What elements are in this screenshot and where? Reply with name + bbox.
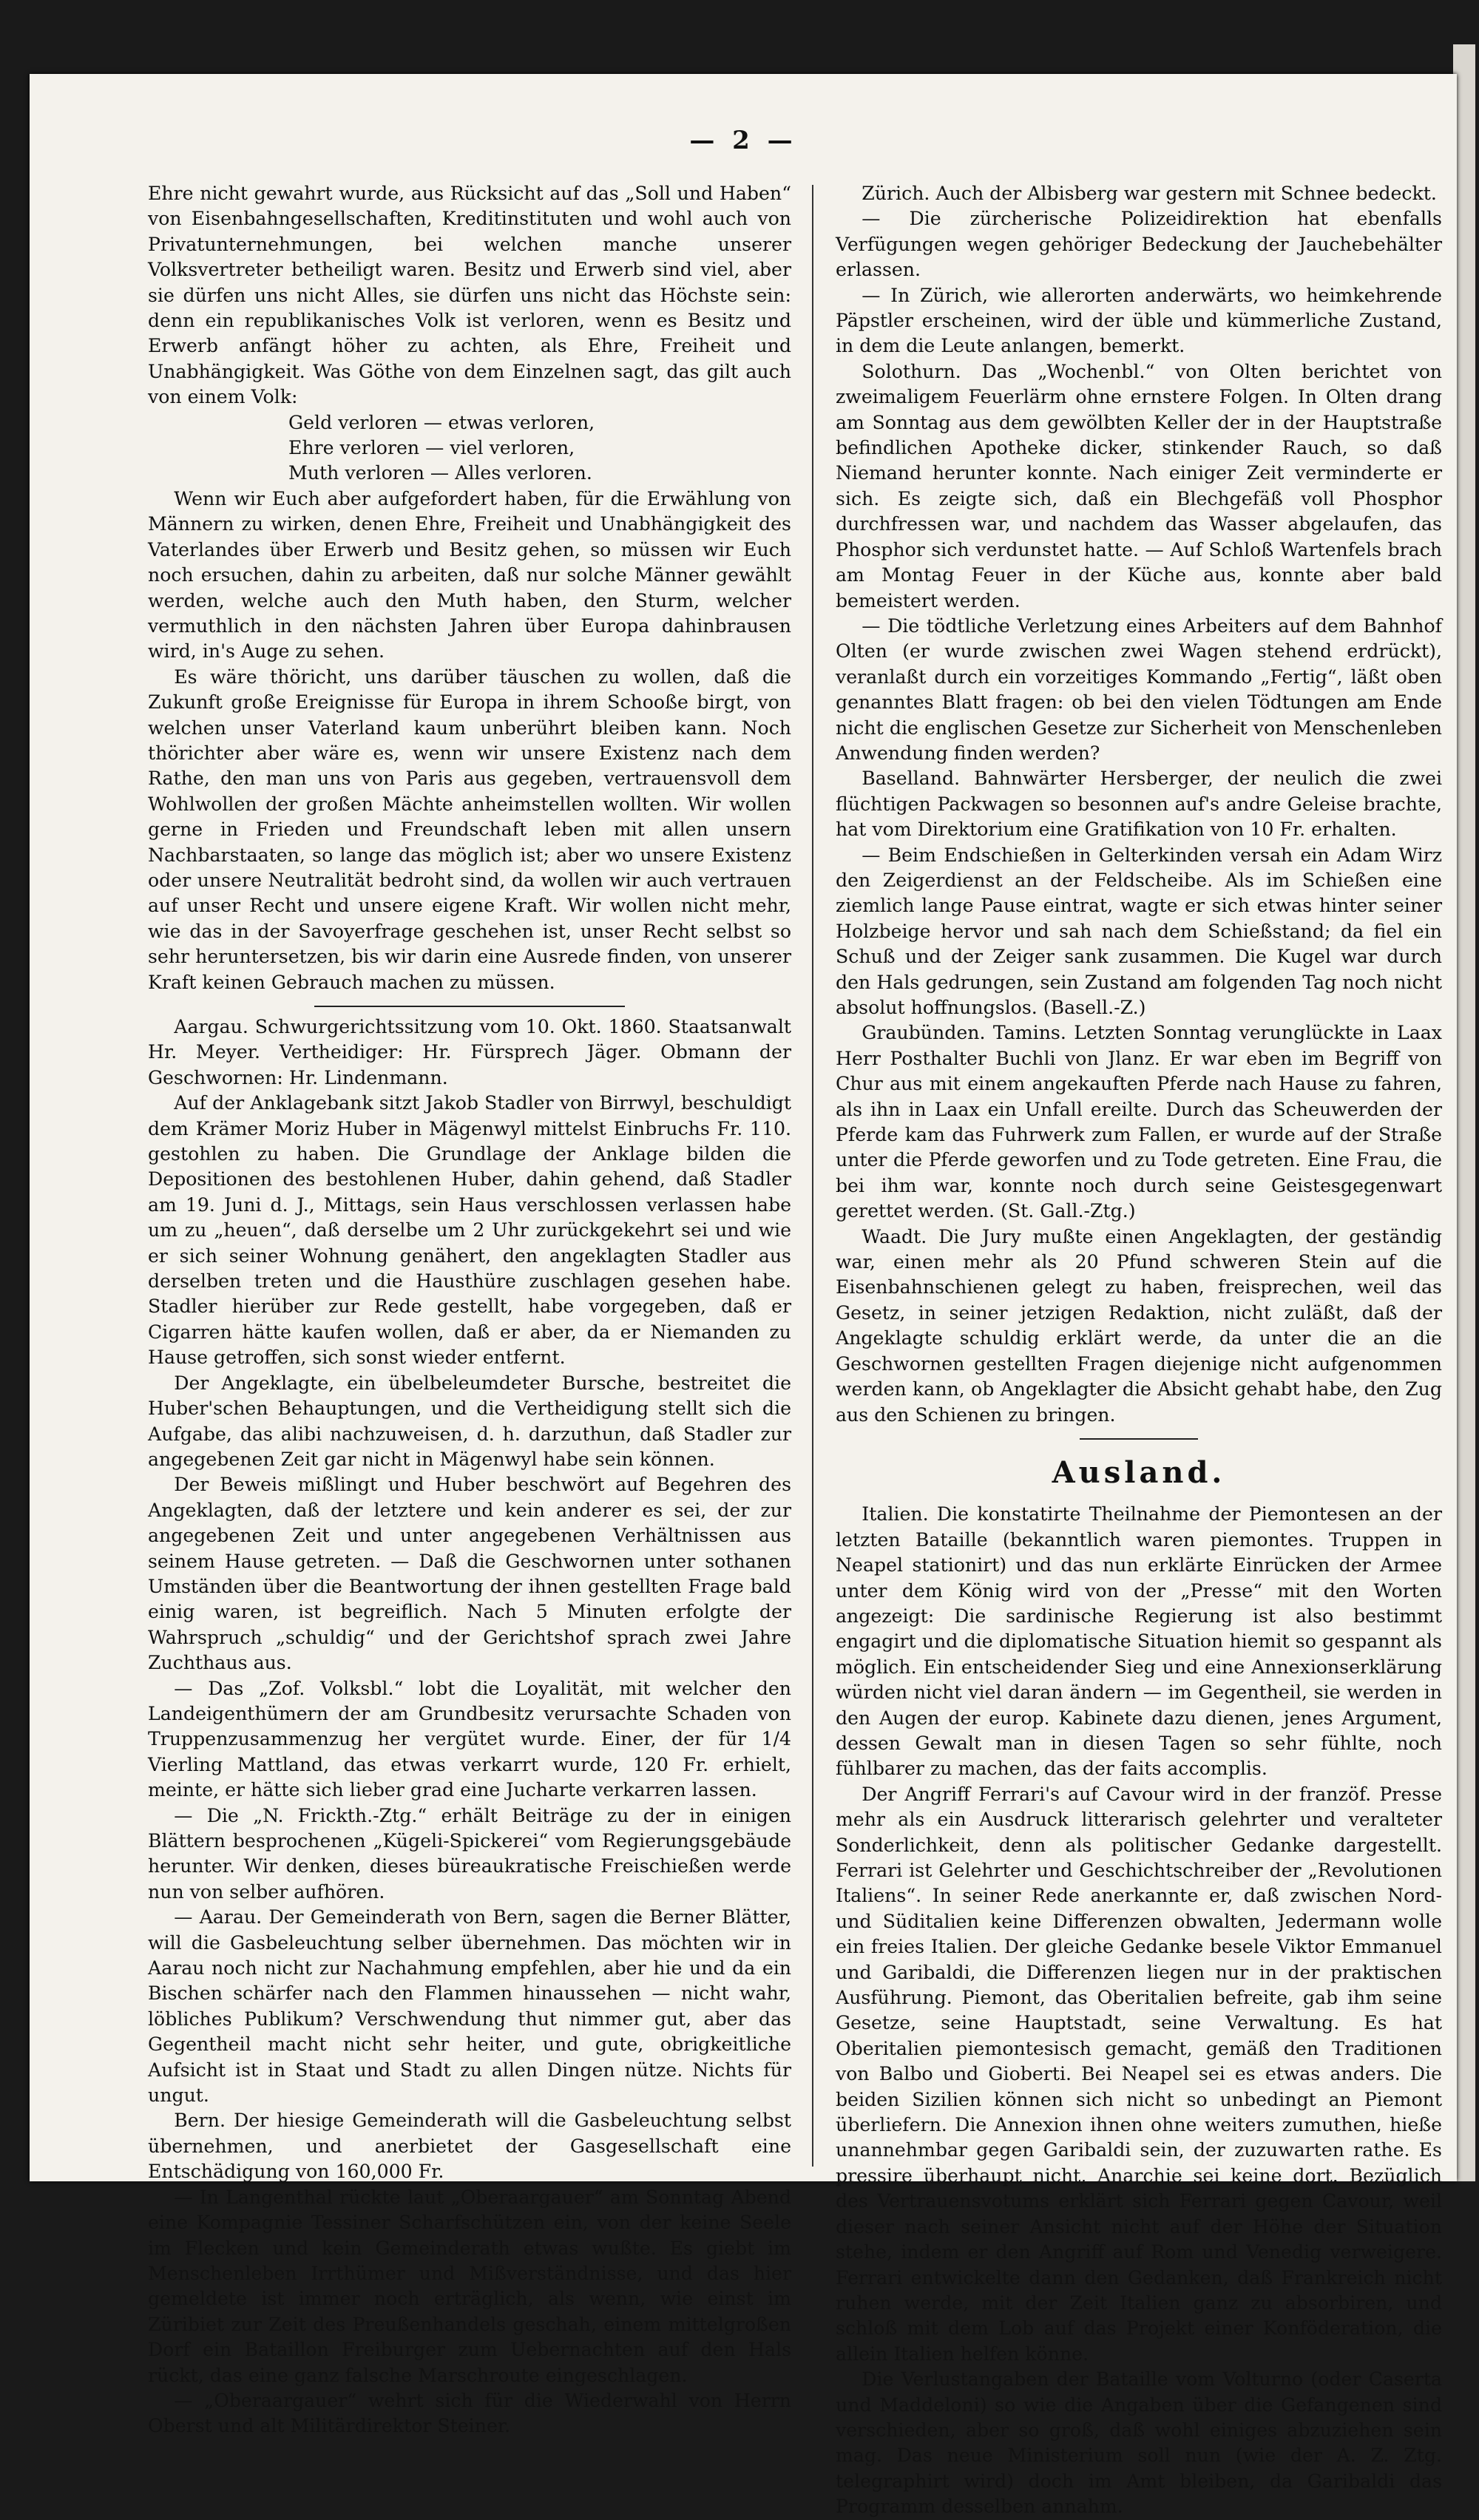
article-paragraph: Auf der Anklagebank sitzt Jakob Stadler von Birrwyl, beschuldigt dem Krämer Moriz Huber in Mägenwyl mittelst Einbruchs Fr. 110. gestohlen zu haben. Die Grundlage der Anklage bilden die Depositionen des bestohlenen Huber, dahin gehend, daß Stadler am 19. Juni d. J., Mittags, sein Haus verschlossen verlassen habe um zu „heuen“, daß derselbe um 2 Uhr zurückgekehrt sei und wie er sich seiner Wohnung genähert, den angeklagten Stadler aus derselben treten und die Hausthüre zuschlagen gesehen habe. Stadler hierüber zur Rede gestellt, habe vorgegeben, daß er Cigarren hätte kaufen wollen, daß er aber, da er Niemanden zu Hause getroffen, sich sonst wieder entfernt. — [148, 1092, 791, 1369]
article-paragraph: — Die „N. Frickth.-Ztg.“ erhält Beiträge zu der in einigen Blättern besprochenen „Kügeli-Spickerei“ vom Regierungsgebäude herunter. Wir denken, dieses büreaukratische Freischießen werde nun von selber aufhören. — [148, 1804, 791, 1903]
article-paragraph: Bern. Der hiesige Gemeinderath will die Gasbeleuchtung selbst übernehmen, und anerbietet der Gasgesellschaft eine Entschädigung von 160,000 Fr. — [148, 2110, 791, 2183]
article-paragraph: Waadt. Die Jury mußte einen Angeklagten, der geständig war, einen mehr als 20 Pfund schweren Stein auf die Eisenbahnschienen gelegt zu haben, freisprechen, weil das Gesetz, in seiner jetzigen Redaktion, nicht zuläßt, daß der Angeklagte schuldig erklärt werde, da unter die an die Geschwornen gestellten Fragen diejenige nicht aufgenommen werden kann, ob Angeklagter die Absicht gehabt habe, den Zug aus den Schienen zu bringen. — [836, 1225, 1442, 1426]
column-rule — [812, 185, 813, 2167]
verse-line: Muth verloren — Alles verloren. — [288, 462, 592, 484]
article-paragraph: — „Oberaargauer“ wehrt sich für die Wiederwahl von Herrn Oberst und alt Militärdirektor Steiner. — [148, 2389, 791, 2437]
article-paragraph: — Das „Zof. Volksbl.“ lobt die Loyalität, mit welcher den Landeigenthümern der am Grundbesitz verursachte Schaden von Truppenzusammenzug her vergütet wurde. Einer, der für 1/4 Vierling Mattland, das etwas verkarrt wurde, 120 Fr. erhielt, meinte, er hätte sich lieber grad eine Jucharte verkarren lassen. — [148, 1677, 791, 1801]
article-paragraph: Solothurn. Das „Wochenbl.“ von Olten berichtet von zweimaligem Feuerlärm ohne ernstere Folgen. In Olten drang am Sonntag aus dem gewölbten Keller der in der Hauptstraße befindlichen Apotheke dicker, stinkender Rauch, so daß Niemand herunter konnte. Nach einiger Zeit verminderte er sich. Es zeigte sich, daß ein Blechgefäß voll Phosphor durchfressen war, und nachdem das Wasser abgelaufen, das Phosphor sich verdunstet hatte. — Auf Schloß Wartenfels brach am Montag Feuer in der Küche aus, konnte aber bald bemeistert werden. — [836, 360, 1442, 612]
article-paragraph: — Die zürcherische Polizeidirektion hat ebenfalls Verfügungen wegen gehöriger Bedeckung der Jauchebehälter erlassen. — [836, 208, 1442, 281]
article-paragraph: Baselland. Bahnwärter Hersberger, der neulich die zwei flüchtigen Packwagen so besonnen auf's andre Geleise brachte, hat vom Direktorium eine Gratifikation von 10 Fr. erhalten. — [836, 768, 1442, 841]
left-column — [148, 181, 791, 2437]
article-paragraph: Der Angeklagte, ein übelbeleumdeter Bursche, bestreitet die Huber'schen Behauptungen, und die Vertheidigung stellt sich die Aufgabe, das alibi nachzuweisen, d. h. darzuthun, daß Stadler zur angegebenen Zeit gar nicht in Mägenwyl habe sein können. — [148, 1372, 791, 1470]
verse-line: Geld verloren — etwas verloren, — [288, 411, 595, 433]
article-paragraph: Die Verlustangaben der Bataille vom Volturno (oder Caserta und Maddeloni) so wie die Angaben über die Gefangenen sind verschieden, aber so groß, daß wohl einiges abzuziehen sein mag. Das neue Ministerium soll nun (wie der A. Z. Ztg. telegraphirt wird) doch im Amt bleiben, da Garibaldi das Programm desselben annahm. — [836, 2368, 1442, 2518]
article-paragraph: Der Angriff Ferrari's auf Cavour wird in der franzöf. Presse mehr als ein Ausdruck litterarisch gelehrter und veralteter Sonderlichkeit, denn als politischer Gedanke dargestellt. Ferrari ist Gelehrter und Geschichtschreiber der „Revolutionen Italiens“. In seiner Rede anerkannte er, daß zwischen Nord- und Süditalien keine Differenzen obwalten, Jedermann wolle ein freies Italien. Der gleiche Gedanke besele Viktor Emmanuel und Garibaldi, die Differenzen liegen nur in der praktischen Ausführung. Piemont, das Oberitalien befreite, gab ihm seine Gesetze, seine Hauptstadt, seine Verwaltung. Es hat Oberitalien piemontesisch gemacht, gemäß den Traditionen von Balbo und Gioberti. Bei Neapel sei es etwas anders. Die beiden Sizilien können sich nicht so unbedingt an Piemont überliefern. Die Annexion ihnen ohne weiters zumuthen, hieße unannehmbar gegen Garibaldi sein, der zuzuwarten rathe. Es pressire überhaupt nicht, Anarchie sei keine dort. Bezüglich des Vertrauensvotums erklärt sich Ferrari gegen Cavour, weil dieser nach seiner Ansicht nicht auf der Höhe der Situation stehe, indem er den Angriff auf Rom und Venedig verweigere. Ferrari entwickelte dann den Gedanken, daß Frankreich nicht ruhen werde, mit der Zeit Italien ganz zu absorbiren, und schloß mit dem Lob auf das Projekt einer Konföderation, die allein Italien helfen könne. — [836, 1783, 1442, 2365]
article-paragraph: — Die tödtliche Verletzung eines Arbeiters auf dem Bahnhof Olten (er wurde zwischen zwei Wagen stehend erdrückt), veranlaßt durch ein vorzeitiges Kommando „Fertig“, läßt oben genanntes Blatt fragen: ob bei den vielen Tödtungen am Ende nicht die englischen Gesetze zur Sicherheit von Menschenleben Anwendung finden werden? — [836, 614, 1442, 764]
article-paragraph: Wenn wir Euch aber aufgefordert haben, für die Erwählung von Männern zu wirken, denen Ehre, Freiheit und Unabhängigkeit des Vaterlandes über Erwerb und Besitz gehen, so müssen wir Euch noch ersuchen, dahin zu arbeiten, daß nur solche Männer gewählt werden, welche auch den Muth haben, den Sturm, welcher vermuthlich in den nächsten Jahren über Europa dahinbrausen wird, in's Auge zu sehen. — [148, 487, 791, 663]
article-paragraph: — In Langenthal rückte laut „Oberaargauer“ am Sonntag Abend eine Kompagnie Tessiner Scharfschützen ein, von der keine Seele im Flecken und kein Gemeinderath etwas wußte. Es giebt im Menschenleben Irrthümer und Mißverständnisse, und das hier gemeldete ist immer noch erträglich, als wenn, wie einst im Züribiet zur Zeit des Preußenhandels geschah, einem mittelgroßen Dorf ein Bataillon Freiburger zum Uebernachten auf den Hals rückt, das eine ganz falsche Marschroute eingeschlagen. — [148, 2186, 791, 2386]
newspaper-page — [30, 74, 1457, 2518]
article-paragraph: — Aarau. Der Gemeinderath von Bern, sagen die Berner Blätter, will die Gasbeleuchtung selber übernehmen. Das möchten wir in Aarau noch nicht zur Nachahmung empfehlen, aber hie und da ein Bischen schärfer nach den Flammen hinaussehen — nicht wahr, löbliches Publikum? Verschwendung thut nimmer gut, aber das Gegentheil macht nicht sehr heiter, und gute, obrigkeitliche Aufsicht ist in Staat und Stadt zu allen Dingen nütze. Nichts für ungut. — [148, 1906, 791, 2107]
section-divider — [314, 1006, 625, 1007]
page-number: — 2 — — [689, 126, 797, 155]
article-paragraph: Graubünden. Tamins. Letzten Sonntag verunglückte in Laax Herr Posthalter Buchli von Jlanz. Er war eben im Begriff von Chur aus mit einem angekauften Pferde nach Hause zu fahren, als ihn in Laax ein Unfall ereilte. Durch das Scheuwerden der Pferde kam das Fuhrwerk zum Fallen, er wurde auf der Straße unter die Pferde geworfen und zu Tode getreten. Eine Frau, die bei ihm war, konnte noch durch seine Geistesgegenwart gerettet werden. (St. Gall.-Ztg.) — [836, 1022, 1442, 1222]
article-paragraph: Aargau. Schwurgerichtssitzung vom 10. Okt. 1860. Staatsanwalt Hr. Meyer. Vertheidiger: Hr. Fürsprech Jäger. Obmann der Geschwornen: Hr. Lindenmann. — [148, 1016, 791, 1088]
article-paragraph: — In Zürich, wie allerorten anderwärts, wo heimkehrende Päpstler erscheinen, wird der üble und kümmerliche Zustand, in dem die Leute anlangen, bemerkt. — [836, 284, 1442, 357]
article-paragraph: Es wäre thöricht, uns darüber täuschen zu wollen, daß die Zukunft große Ereignisse für Europa in ihrem Schooße birgt, von welchen unser Vaterland kaum unberührt bleiben kann. Noch thörichter aber wäre es, wenn wir unsere Existenz nach dem Rathe, den man uns von Paris aus gegeben, vertrauensvoll dem Wohlwollen der großen Mächte anheimstellen wollten. Wir wollen gerne in Frieden und Freundschaft leben mit allen unsern Nachbarstaaten, so lange das möglich ist; aber wo unsere Existenz oder unsere Neutralität bedroht sind, da wollen wir auch vertrauen auf unser Recht und unsere eigene Kraft. Wir wollen nicht mehr, wie das in der Savoyerfrage geschehen ist, unser Recht selbst so sehr heruntersetzen, bis wir darin eine Ausrede finden, von unserer Kraft keinen Gebrauch machen zu müssen. — [148, 665, 791, 993]
article-paragraph: Zürich. Auch der Albisberg war gestern mit Schnee bedeckt. — [862, 183, 1437, 204]
article-paragraph: Der Beweis mißlingt und Huber beschwört auf Begehren des Angeklagten, daß der letztere und kein anderer es sei, der zur angegebenen Zeit und unter angegebenen Verhältnissen aus seinem Hause getreten. — Daß die Geschwornen unter sothanen Umständen über die Beantwortung der ihnen gestellten Frage bald einig waren, ist begreiflich. Nach 5 Minuten erfolgte der Wahrspruch „schuldig“ und der Gerichtshof sprach zwei Jahre Zuchthaus aus. — [148, 1474, 791, 1674]
article-paragraph: — Beim Endschießen in Gelterkinden versah ein Adam Wirz den Zeigerdienst an der Feldscheibe. Als im Schießen eine ziemlich lange Pause eintrat, wagte er sich etwas hinter seiner Holzbeige hervor und sah nach dem Schießstand; da fiel ein Schuß und der Zeiger sank zusammen. Die Kugel war durch den Hals gedrungen, sein Zustand am folgenden Tag noch nicht absolut hoffnungslos. (Basell.-Z.) — [836, 844, 1442, 1018]
section-title-ausland: Ausland. — [1052, 1454, 1226, 1490]
section-divider — [1080, 1438, 1198, 1440]
right-column — [836, 181, 1442, 2518]
verse-line: Ehre verloren — viel verloren, — [288, 437, 575, 459]
article-paragraph: Italien. Die konstatirte Theilnahme der Piemontesen an der letzten Bataille (bekanntlich waren piemontes. Truppen in Neapel stationirt) und das nun erklärte Einrücken der Armee unter dem König wird von der „Presse“ mit den Worten angezeigt: Die sardinische Regierung ist also bestimmt engagirt und die diplomatische Situation hiemit so gespannt als möglich. Ein entscheidender Sieg und eine Annexionserklärung würden nicht viel daran ändern — im Gegentheil, sie werden in den Augen der europ. Kabinete dazu dienen, jenes Argument, dessen Gewalt man in diesen Tagen so sehr fühlte, noch fühlbarer zu machen, das der faits accomplis. — [836, 1503, 1442, 1780]
article-paragraph: Ehre nicht gewahrt wurde, aus Rücksicht auf das „Soll und Haben“ von Eisenbahngesellschaften, Kreditinstituten und wohl auch von Privatunternehmungen, bei welchen manche unserer Volksvertreter betheiligt waren. Besitz und Erwerb sind viel, aber sie dürfen uns nicht Alles, sie dürfen uns nicht das Höchste sein: denn ein republikanisches Volk ist verloren, wenn es Besitz und Erwerb anfängt höher zu achten, als Ehre, Freiheit und Unabhängigkeit. Was Göthe von dem Einzelnen sagt, das gilt auch von einem Volk: — [148, 183, 791, 408]
